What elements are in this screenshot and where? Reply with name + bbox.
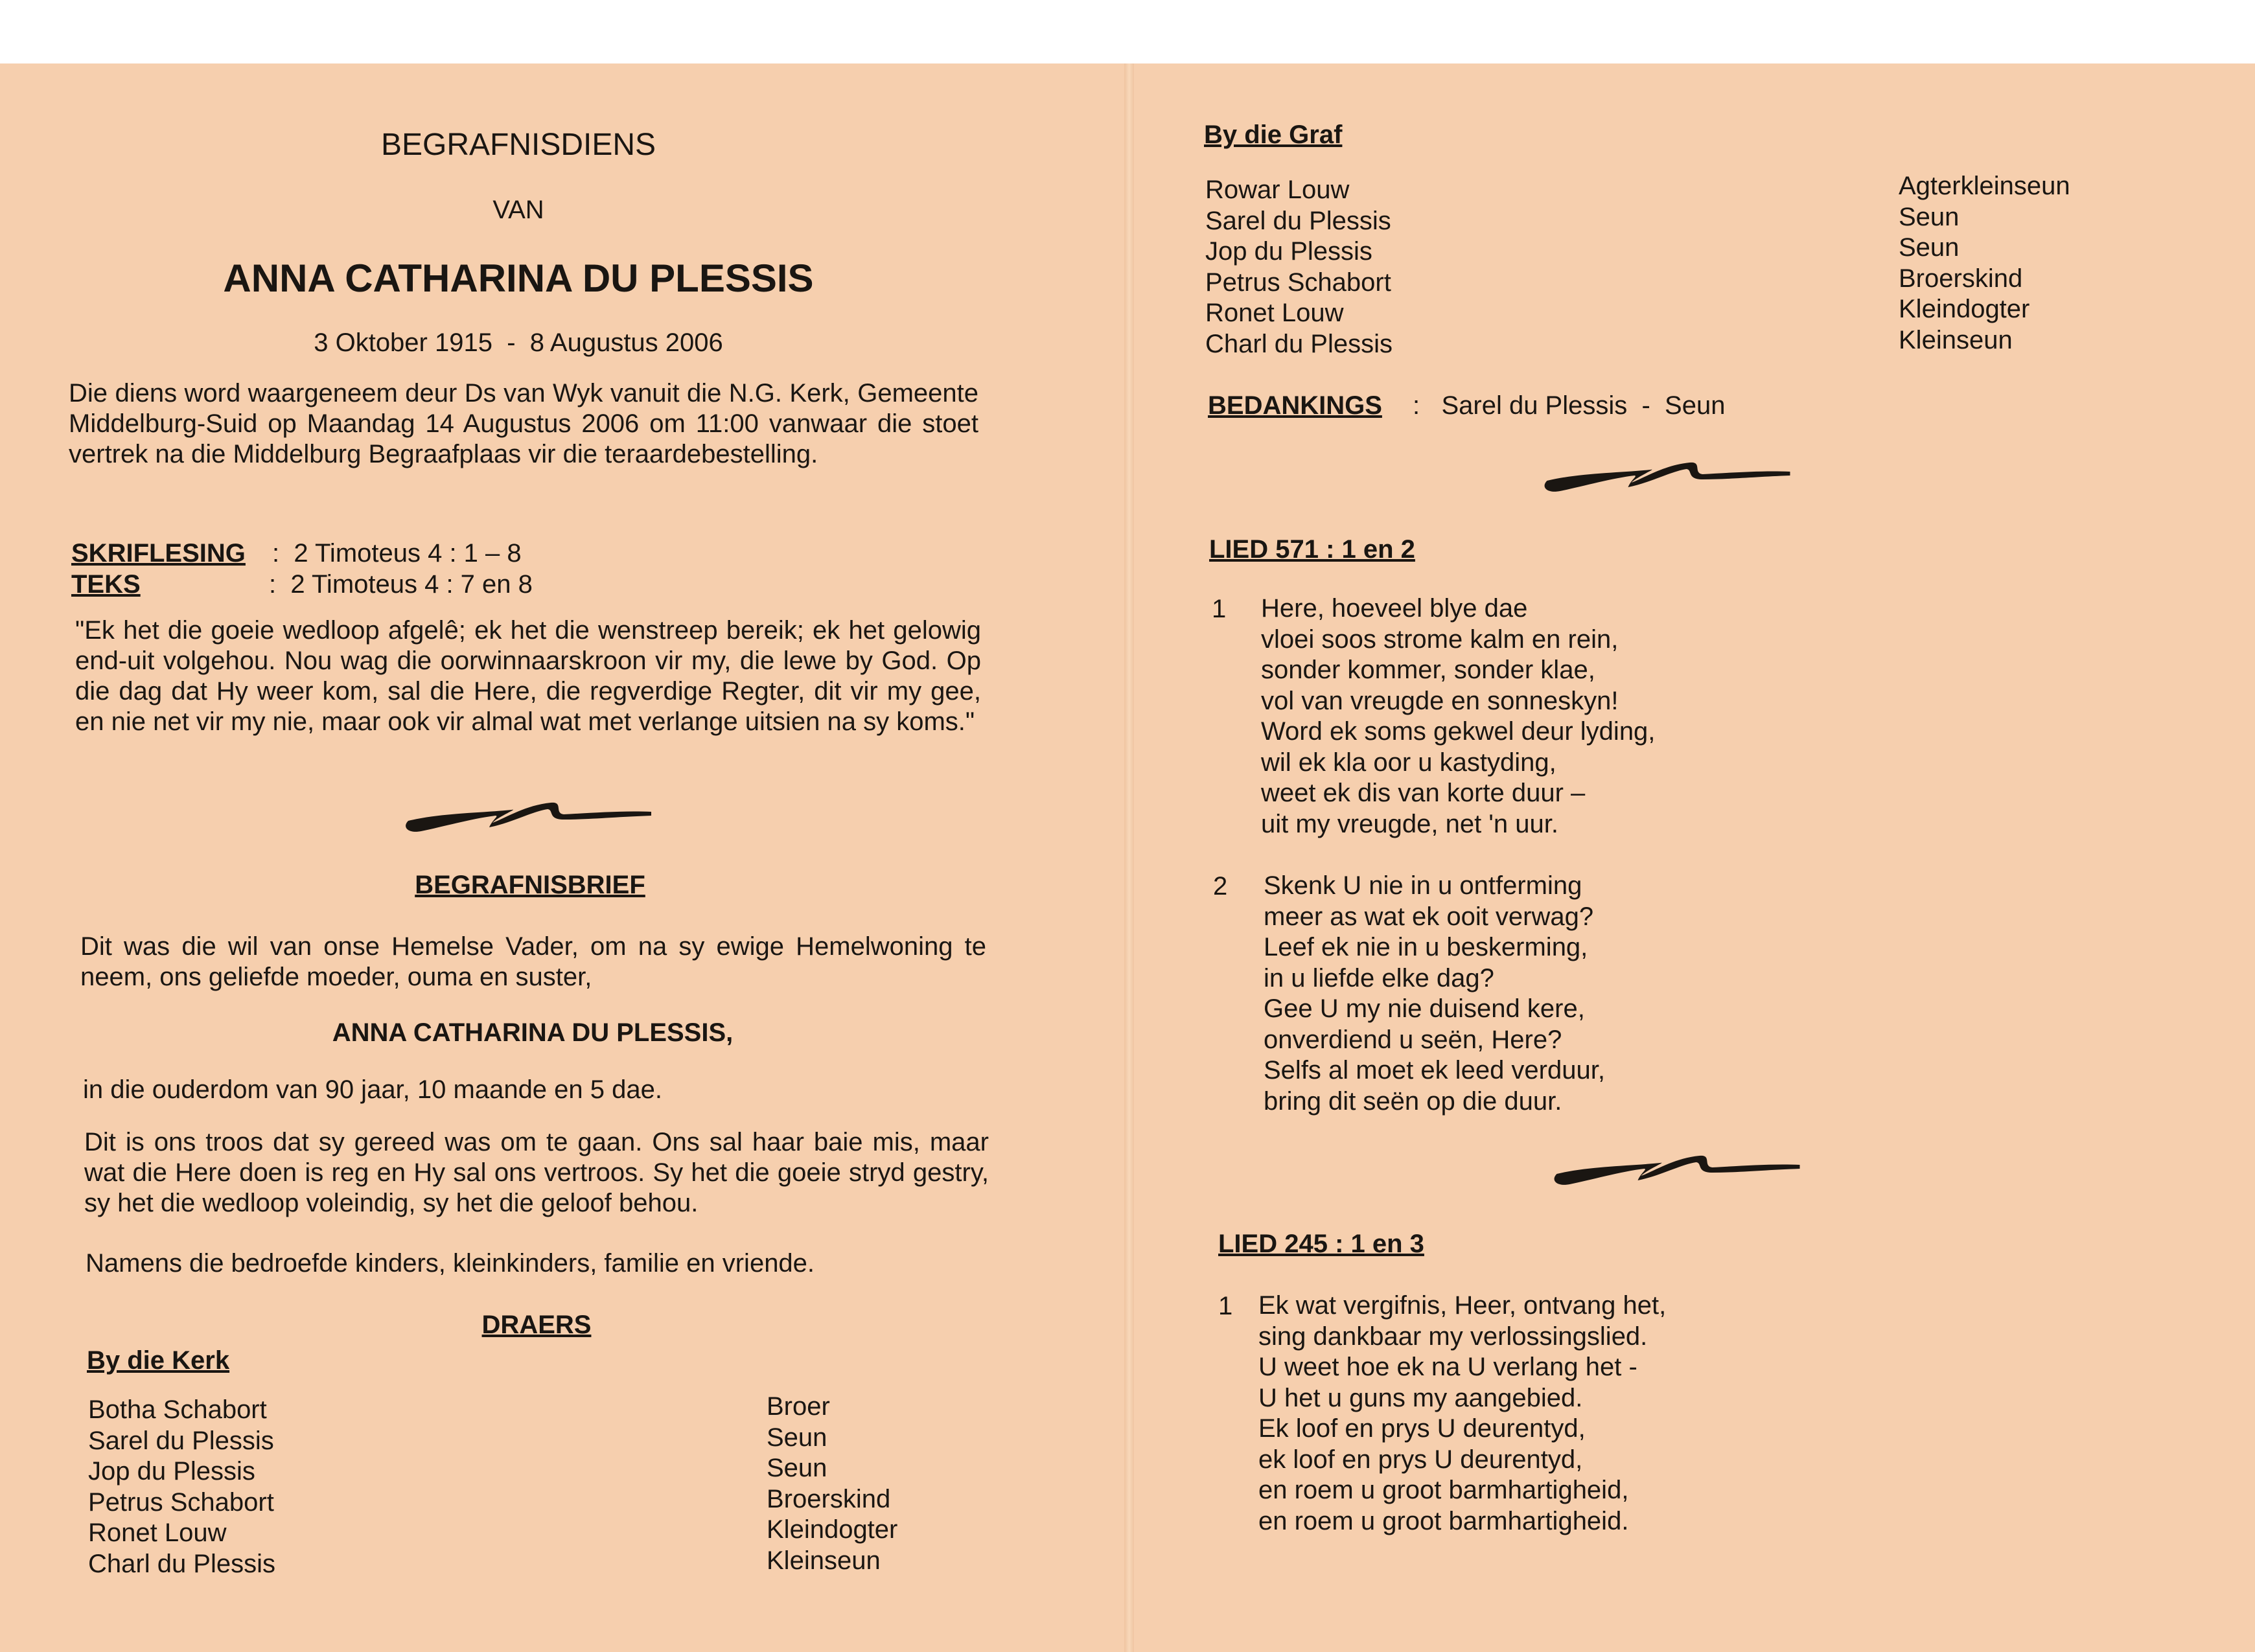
flourish-ornament [1539, 447, 1795, 499]
verse-line: onverdiend u seën, Here? [1264, 1025, 1562, 1054]
verse-line: en roem u groot barmhartigheid. [1258, 1506, 1629, 1535]
service-details: Die diens word waargeneem deur Ds van Wyk vanuit die N.G. Kerk, Gemeente Middelburg-Suid op Maandag 14 Augustus 2006 om 11:00 vanwaar die stoet vertrek na die Middelburg Begraafplaas vir die teraardebestelling. [69, 379, 978, 468]
verse-line: U het u guns my aangebied. [1258, 1383, 1583, 1412]
list-item: Kleinseun [767, 1546, 881, 1575]
deceased-name: ANNA CATHARINA DU PLESSIS [223, 257, 814, 300]
verse-line: meer as wat ek ooit verwag? [1264, 902, 1594, 931]
verse-line: Ek wat vergifnis, Heer, ontvang het, [1258, 1291, 1667, 1320]
lied-245-verse-1 [1258, 1291, 1666, 1537]
list-item: Seun [767, 1423, 827, 1452]
lied-571-verse-1 [1261, 593, 1655, 840]
page-fold [1124, 63, 1134, 1652]
list-item: Seun [1899, 202, 1960, 231]
list-item: Petrus Schabort [88, 1487, 274, 1517]
verse-line: weet ek dis van korte duur – [1261, 779, 1586, 807]
verse-line: ek loof en prys U deurentyd, [1258, 1445, 1583, 1474]
list-item: Ronet Louw [88, 1519, 227, 1547]
verse-line: Skenk U nie in u ontferming [1264, 871, 1582, 900]
list-item: Broerskind [767, 1484, 891, 1513]
brief-name: ANNA CATHARINA DU PLESSIS, [332, 1018, 734, 1047]
list-item: Kleindogter [767, 1515, 898, 1544]
scripture-quote: "Ek het die goeie wedloop afgelê; ek het die wenstreep bereik; ek het gelowig end-uit volgehou. Nou wag die oorwinnaarskroon vir my, die lewe by God. Op die dag dat Hy weer kom, sal die Here, die regverdige Regter, dit vir my gee, en nie net vir my nie, maar ook vir almal wat met verlange uitsien na sy koms." [75, 616, 981, 736]
list-item: Jop du Plessis [1205, 237, 1372, 266]
teks-value: : 2 Timoteus 4 : 7 en 8 [269, 570, 533, 599]
verse-line: Word ek soms gekwel deur lyding, [1261, 717, 1656, 746]
page-title: BEGRAFNISDIENS [380, 128, 656, 162]
draers-heading: DRAERS [481, 1311, 592, 1339]
van-label: VAN [492, 196, 544, 224]
list-item: Broer [767, 1392, 830, 1421]
list-item: Charl du Plessis [88, 1549, 276, 1578]
verse-line: sing dankbaar my verlossingslied. [1258, 1322, 1648, 1351]
begrafnisbrief-heading: BEGRAFNISBRIEF [415, 871, 645, 899]
teks-label: TEKS [71, 570, 141, 599]
bedankings-value: : Sarel du Plessis - Seun [1413, 391, 1726, 420]
verse-line: sonder kommer, sonder klae, [1261, 656, 1595, 684]
flourish-ornament [402, 787, 654, 839]
verse-line: Gee U my nie duisend kere, [1264, 994, 1585, 1023]
kerk-relations-list [767, 1392, 897, 1576]
lied-245-heading: LIED 245 : 1 en 3 [1218, 1230, 1424, 1258]
verse-line: wil ek kla oor u kastyding, [1261, 748, 1556, 777]
list-item: Kleinseun [1899, 325, 2013, 354]
list-item: Sarel du Plessis [1205, 206, 1391, 235]
list-item: Sarel du Plessis [88, 1426, 274, 1455]
verse-number: 1 [1212, 595, 1227, 623]
verse-number: 1 [1218, 1292, 1233, 1320]
list-item: Rowar Louw [1205, 176, 1350, 204]
by-die-graf-heading: By die Graf [1204, 120, 1343, 149]
list-item: Seun [767, 1454, 827, 1482]
verse-line: en roem u groot barmhartigheid, [1258, 1476, 1629, 1504]
list-item: Kleindogter [1899, 295, 2030, 323]
brief-paragraph-1: Dit was die wil van onse Hemelse Vader, om na sy ewige Hemelwoning te neem, ons geliefde moeder, ouma en suster, [80, 932, 986, 991]
list-item: Ronet Louw [1205, 299, 1344, 327]
skriflesing-value: : 2 Timoteus 4 : 1 – 8 [272, 539, 522, 568]
verse-number: 2 [1213, 872, 1228, 901]
verse-line: U weet hoe ek na U verlang het - [1258, 1353, 1637, 1381]
list-item: Agterkleinseun [1899, 172, 2070, 200]
verse-line: vol van vreugde en sonneskyn! [1261, 686, 1619, 715]
lied-571-verse-2 [1264, 871, 1605, 1117]
graf-names-list [1205, 175, 1393, 360]
list-item: Seun [1899, 233, 1960, 262]
brief-age: in die ouderdom van 90 jaar, 10 maande en 5 dae. [83, 1075, 662, 1104]
life-dates: 3 Oktober 1915 - 8 Augustus 2006 [314, 328, 723, 357]
flourish-ornament [1549, 1140, 1805, 1192]
verse-line: in u liefde elke dag? [1264, 963, 1494, 992]
verse-line: Selfs al moet ek leed verduur, [1264, 1056, 1605, 1084]
lied-571-heading: LIED 571 : 1 en 2 [1209, 535, 1415, 564]
by-die-kerk-heading: By die Kerk [87, 1346, 230, 1375]
graf-relations-list [1899, 171, 2070, 356]
brief-paragraph-3: Namens die bedroefde kinders, kleinkinders, familie en vriende. [86, 1249, 815, 1278]
kerk-names-list [88, 1395, 275, 1579]
brief-paragraph-2: Dit is ons troos dat sy gereed was om te gaan. Ons sal haar baie mis, maar wat die Here doen is reg en Hy sal ons vertroos. Sy het die goeie stryd gestry, sy het die wedloop voleindig, sy het die geloof behou. [84, 1128, 989, 1217]
verse-line: Here, hoeveel blye dae [1261, 594, 1528, 623]
bedankings-label: BEDANKINGS [1208, 391, 1382, 420]
verse-line: bring dit seën op die duur. [1264, 1086, 1562, 1116]
verse-line: Leef ek nie in u beskerming, [1264, 933, 1588, 961]
list-item: Broerskind [1899, 264, 2023, 293]
skriflesing-label: SKRIFLESING [71, 539, 246, 568]
verse-line: Ek loof en prys U deurentyd, [1258, 1414, 1586, 1443]
list-item: Petrus Schabort [1205, 268, 1391, 297]
verse-line: uit my vreugde, net 'n uur. [1261, 809, 1559, 838]
list-item: Charl du Plessis [1205, 329, 1393, 358]
list-item: Jop du Plessis [88, 1457, 255, 1486]
verse-line: vloei soos strome kalm en rein, [1261, 625, 1619, 654]
list-item: Botha Schabort [88, 1395, 267, 1424]
